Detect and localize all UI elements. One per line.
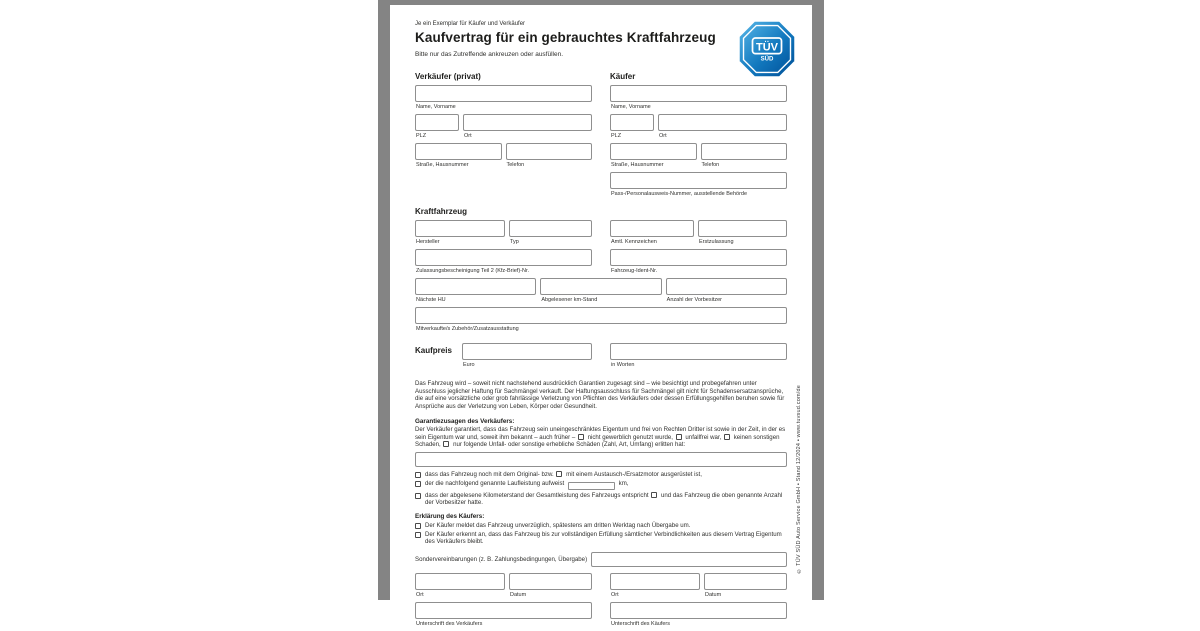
engine-row-text (425, 471, 787, 479)
buyer-street-label: Straße, Hausnummer (611, 162, 664, 168)
checkbox-replacement-engine[interactable] (556, 471, 562, 477)
checkbox-odometer-total[interactable] (415, 493, 421, 499)
vehicle-registration-doc-label: Zulassungsbescheinigung Teil 2 (Kfz-Brief)-Nr. (416, 268, 530, 274)
logo-text-sued: SÜD (760, 55, 774, 63)
vehicle-accessories-input[interactable] (415, 307, 787, 324)
vehicle-owners-label: Anzahl der Vorbesitzer (666, 297, 722, 303)
buyer-heading: Käufer (610, 72, 636, 81)
seller-column (415, 72, 592, 201)
buyer-signature-input[interactable] (610, 602, 787, 619)
buyer-ort-input[interactable] (658, 114, 787, 131)
seller-name-input[interactable] (415, 85, 592, 102)
seller-date-label: Datum (510, 592, 527, 599)
special-agreements-label: Sondervereinbarungen (z. B. Zahlungsbedingungen, Übergabe) (415, 556, 588, 564)
liability-disclaimer: Das Fahrzeug wird – soweit nicht nachstehend ausdrücklich Garantien zugesagt sind – wie besichtigt und probegefahren unter Ausschluss jeglicher Haftung für Sachmängel verkauft. Der Haftungsausschluss für Sachmängel gilt nicht für Schadensersatzansprüche, die auf eine vorsätzliche oder grob fahrlässige Verletzung von Pflichten des Verkäufers oder dessen Erfüllungsgehilfen beruhen sowie für Ansprüche aus der Verletzung von Leben, Körper oder Gesundheit. (415, 380, 785, 411)
vehicle-next-hu-input[interactable] (415, 278, 536, 295)
warranty-intro (415, 426, 787, 449)
odometer-row (415, 492, 787, 507)
warranty-option-no-other-damage: keinen sonstigen Schaden, (415, 433, 780, 449)
document-viewer-background (378, 0, 824, 628)
seller-date-input[interactable] (509, 573, 592, 590)
instruction-note: Bitte nur das Zutreffende ankreuzen oder ausfüllen. (415, 51, 564, 58)
declaration-row-register (415, 522, 787, 530)
odometer-total-label: dass der abgelesene Kilometerstand der Gesamtleistung des Fahrzeugs entspricht (425, 491, 649, 499)
price-heading: Kaufpreis (415, 346, 452, 355)
buyer-ort-label: Ort (659, 133, 667, 139)
seller-street-input[interactable] (415, 143, 502, 160)
checkbox-no-other-damage[interactable] (724, 434, 730, 440)
price-in-words-label: in Worten (611, 362, 635, 368)
checkbox-reregistration[interactable] (415, 523, 421, 529)
vehicle-type-input[interactable] (509, 220, 592, 237)
vehicle-manufacturer-input[interactable] (415, 220, 505, 237)
special-agreements-row (415, 552, 787, 567)
buyer-plz-label: PLZ (611, 133, 622, 139)
seller-name-label: Name, Vorname (416, 104, 456, 110)
seller-ort-label: Ort (464, 133, 472, 139)
checkbox-ownership-retention[interactable] (415, 532, 421, 538)
contract-content (415, 5, 787, 631)
warranty-checklist (415, 471, 787, 507)
seller-signature-label: Unterschrift des Verkäufers (416, 621, 483, 628)
page-title: Kaufvertrag für ein gebrauchtes Kraftfahrzeug (415, 30, 716, 45)
seller-heading: Verkäufer (privat) (415, 72, 481, 81)
seller-plz-input[interactable] (415, 114, 459, 131)
buyer-name-input[interactable] (610, 85, 787, 102)
warranty-option-accident-free: unfallfrei war, (685, 433, 722, 441)
vehicle-type-label: Typ (510, 239, 519, 245)
declaration-register-label: Der Käufer meldet das Fahrzeug unverzüglich, spätestens am dritten Werktag nach Übergabe um. (425, 521, 691, 529)
vehicle-registration-doc-input[interactable] (415, 249, 592, 266)
mileage-row (415, 480, 787, 490)
checkbox-mileage[interactable] (415, 481, 421, 487)
seller-place-input[interactable] (415, 573, 505, 590)
vehicle-odometer-label: Abgelesener km-Stand (541, 297, 598, 303)
checkbox-not-commercial[interactable] (578, 434, 584, 440)
vehicle-first-registration-label: Erstzulassung (699, 239, 734, 245)
seller-signature-column (415, 573, 592, 631)
vehicle-manufacturer-label: Hersteller (416, 239, 440, 245)
vehicle-accessories-label: Mitverkaufte/s Zubehör/Zusatzausstattung (416, 326, 519, 332)
declaration-row-ownership (415, 531, 787, 546)
buyer-street-input[interactable] (610, 143, 697, 160)
buyer-place-label: Ort (611, 592, 619, 599)
vehicle-section (415, 207, 787, 332)
seller-plz-label: PLZ (416, 133, 427, 139)
vehicle-odometer-input[interactable] (540, 278, 661, 295)
engine-replacement-label: mit einem Austausch-/Ersatzmotor ausgerüstet ist, (566, 470, 702, 478)
engine-row (415, 471, 787, 479)
imprint-vertical-text: © TÜV SÜD Auto Service GmbH • Stand 12/2024 • www.tuvsud.com/de (796, 385, 802, 574)
buyer-column (610, 72, 787, 201)
buyer-phone-label: Telefon (701, 162, 720, 168)
vehicle-first-registration-input[interactable] (698, 220, 787, 237)
buyer-id-label: Pass-/Personalausweis-Nummer, ausstellende Behörde (611, 191, 748, 197)
seller-ort-input[interactable] (463, 114, 592, 131)
owners-confirm-label: und das Fahrzeug die oben genannte Anzahl der Vorbesitzer hatte. (425, 491, 783, 507)
declaration-ownership-label: Der Käufer erkennt an, dass das Fahrzeug bis zur vollständigen Erfüllung sämtlicher Verbindlichkeiten aus diesem Vertrag Eigentum des Verkäufers bleibt. (425, 530, 782, 546)
seller-place-label: Ort (416, 592, 424, 599)
seller-signature-input[interactable] (415, 602, 592, 619)
buyer-date-label: Datum (705, 592, 722, 599)
vehicle-heading: Kraftfahrzeug (415, 207, 468, 216)
buyer-plz-input[interactable] (610, 114, 654, 131)
price-euro-label: Euro (463, 362, 475, 368)
checkbox-previous-owners[interactable] (651, 492, 657, 498)
seller-street-label: Straße, Hausnummer (416, 162, 469, 168)
engine-original-label: dass das Fahrzeug noch mit dem Original- bzw. (425, 470, 554, 478)
vehicle-vin-label: Fahrzeug-Ident-Nr. (611, 268, 658, 274)
logo-text-tuv: TÜV (755, 41, 779, 54)
warranty-option-not-commercial: nicht gewerblich genutzt wurde, (587, 433, 674, 441)
checkbox-accident-free[interactable] (676, 434, 682, 440)
mileage-suffix-label: km, (618, 480, 629, 488)
seller-phone-input[interactable] (506, 143, 593, 160)
buyer-signature-label: Unterschrift des Käufers (611, 621, 670, 628)
warranty-heading: Garantiezusagen des Verkäufers: (415, 417, 515, 425)
buyer-signature-column (610, 573, 787, 631)
buyer-declaration-heading: Erklärung des Käufers: (415, 513, 485, 521)
warranty-intro-text: Der Verkäufer garantiert, dass das Fahrzeug sein uneingeschränktes Eigentum und frei von Rechten Dritter ist sowie in der Zeit, in der es sein Eigentum war und, soweit ihm bekannt – auch früher – (415, 425, 786, 441)
buyer-name-label: Name, Vorname (611, 104, 651, 110)
buyer-place-input[interactable] (610, 573, 700, 590)
odometer-row-text (425, 492, 787, 507)
warranty-option-only-damages: nur folgende Unfall- oder sonstige erhebliche Schäden (Zahl, Art, Umfang) erlitten hat: (453, 441, 686, 449)
buyer-date-input[interactable] (704, 573, 787, 590)
vehicle-next-hu-label: Nächste HU (416, 297, 446, 303)
buyer-id-input[interactable] (610, 172, 787, 189)
signatures-section (415, 573, 787, 631)
price-euro-input[interactable] (462, 343, 592, 360)
vehicle-owners-input[interactable] (666, 278, 787, 295)
copy-note: Je ein Exemplar für Käufer und Verkäufer (415, 21, 526, 27)
checkbox-original-engine[interactable] (415, 472, 421, 478)
parties-section (415, 72, 787, 201)
vehicle-vin-input[interactable] (610, 249, 787, 266)
contract-page (390, 5, 812, 628)
price-section (415, 343, 787, 372)
vehicle-plate-input[interactable] (610, 220, 694, 237)
seller-phone-label: Telefon (506, 162, 525, 168)
mileage-prefix-label: der die nachfolgend genannte Laufleistung aufweist (425, 480, 565, 488)
price-in-words-input[interactable] (610, 343, 787, 360)
mileage-row-text (425, 480, 787, 490)
special-agreements-input[interactable] (591, 552, 787, 567)
checkbox-only-damages[interactable] (443, 441, 449, 447)
mileage-inline-input[interactable] (568, 482, 615, 490)
vehicle-plate-label: Amtl. Kennzeichen (611, 239, 657, 245)
damages-description-input[interactable] (415, 452, 787, 467)
buyer-phone-input[interactable] (701, 143, 788, 160)
